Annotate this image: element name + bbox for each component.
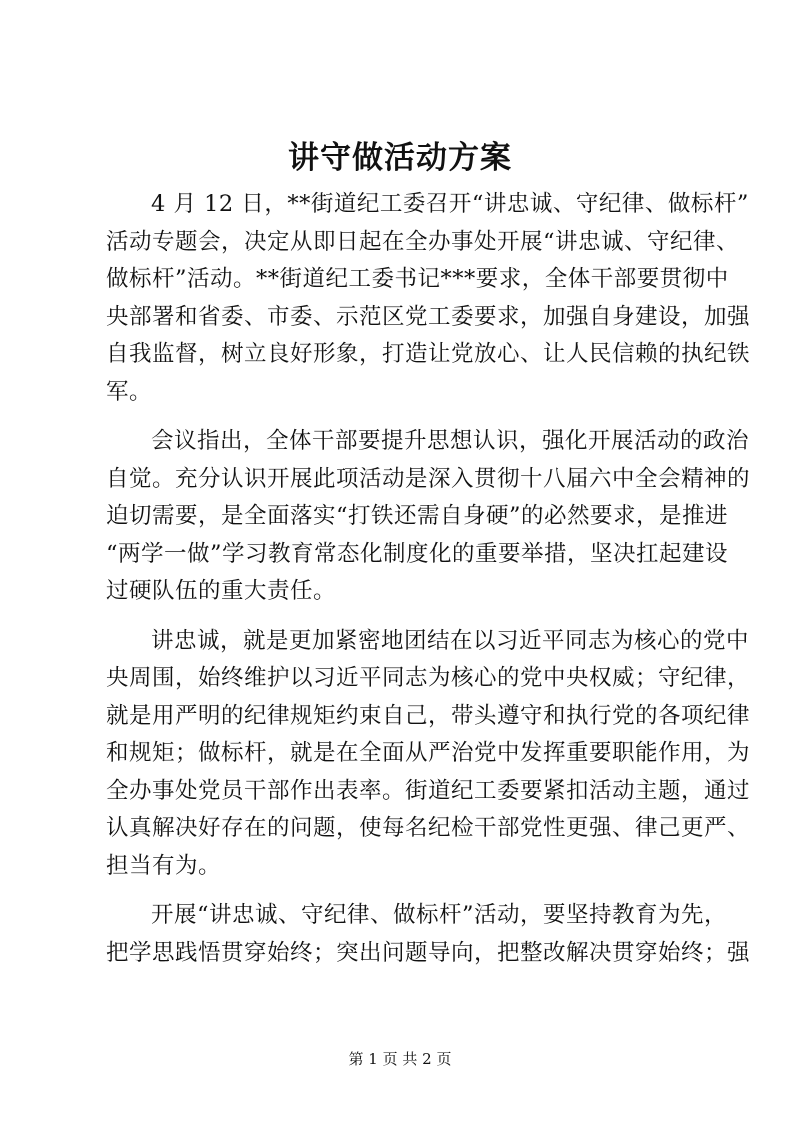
text-line: 全办事处党员干部作出表率。街道纪工委要紧扣活动主题，通过 [106, 777, 751, 804]
text-line: 开展“讲忠诚、守纪律、做标杆”活动，要坚持教育为先， [151, 902, 728, 928]
paragraph [106, 623, 751, 886]
paragraph [106, 186, 751, 411]
text-line: “两学一做”学习教育常态化制度化的重要举措，坚决扛起建设 [106, 540, 729, 567]
text-line: 自觉。充分认识开展此项活动是深入贯彻十八届六中全会精神的 [106, 465, 751, 492]
page-footer: 第 1 页 共 2 页 [348, 1050, 452, 1068]
text-line: 军。 [106, 378, 153, 405]
text-line: 和规矩；做标杆，就是在全面从严治党中发挥重要职能作用，为 [106, 740, 751, 766]
text-line: 认真解决好存在的问题，使每名纪检干部党性更强、律己更严、 [106, 815, 751, 841]
document-title: 讲守做活动方案 [288, 140, 512, 176]
text-line: 就是用严明的纪律规矩约束自己，带头遵守和执行党的各项纪律 [106, 702, 751, 729]
text-line: 担当有为。 [106, 852, 222, 879]
text-line: 自我监督，树立良好形象，打造让党放心、让人民信赖的执纪铁 [106, 341, 751, 367]
document-body [106, 186, 751, 972]
text-line: 4 月 12 日，**街道纪工委召开“讲忠诚、守纪律、做标杆” [151, 191, 749, 217]
paragraph [106, 423, 751, 611]
paragraph [106, 897, 751, 972]
text-line: 活动专题会，决定从即日起在全办事处开展“讲忠诚、守纪律、 [106, 228, 740, 255]
text-line: 央部署和省委、市委、示范区党工委要求，加强自身建设，加强 [106, 303, 751, 330]
text-line: 央周围，始终维护以习近平同志为核心的党中央权威；守纪律， [106, 665, 751, 691]
text-line: 讲忠诚，就是更加紧密地团结在以习近平同志为核心的党中 [151, 627, 750, 654]
text-line: 把学思践悟贯穿始终；突出问题导向，把整改解决贯穿始终；强 [106, 939, 751, 966]
text-line: 迫切需要，是全面落实“打铁还需自身硬”的必然要求，是推进 [106, 503, 729, 529]
text-line: 做标杆”活动。**街道纪工委书记***要求，全体干部要贯彻中 [106, 266, 729, 292]
text-line: 会议指出，全体干部要提升思想认识，强化开展活动的政治 [151, 428, 750, 454]
text-line: 过硬队伍的重大责任。 [106, 578, 337, 604]
